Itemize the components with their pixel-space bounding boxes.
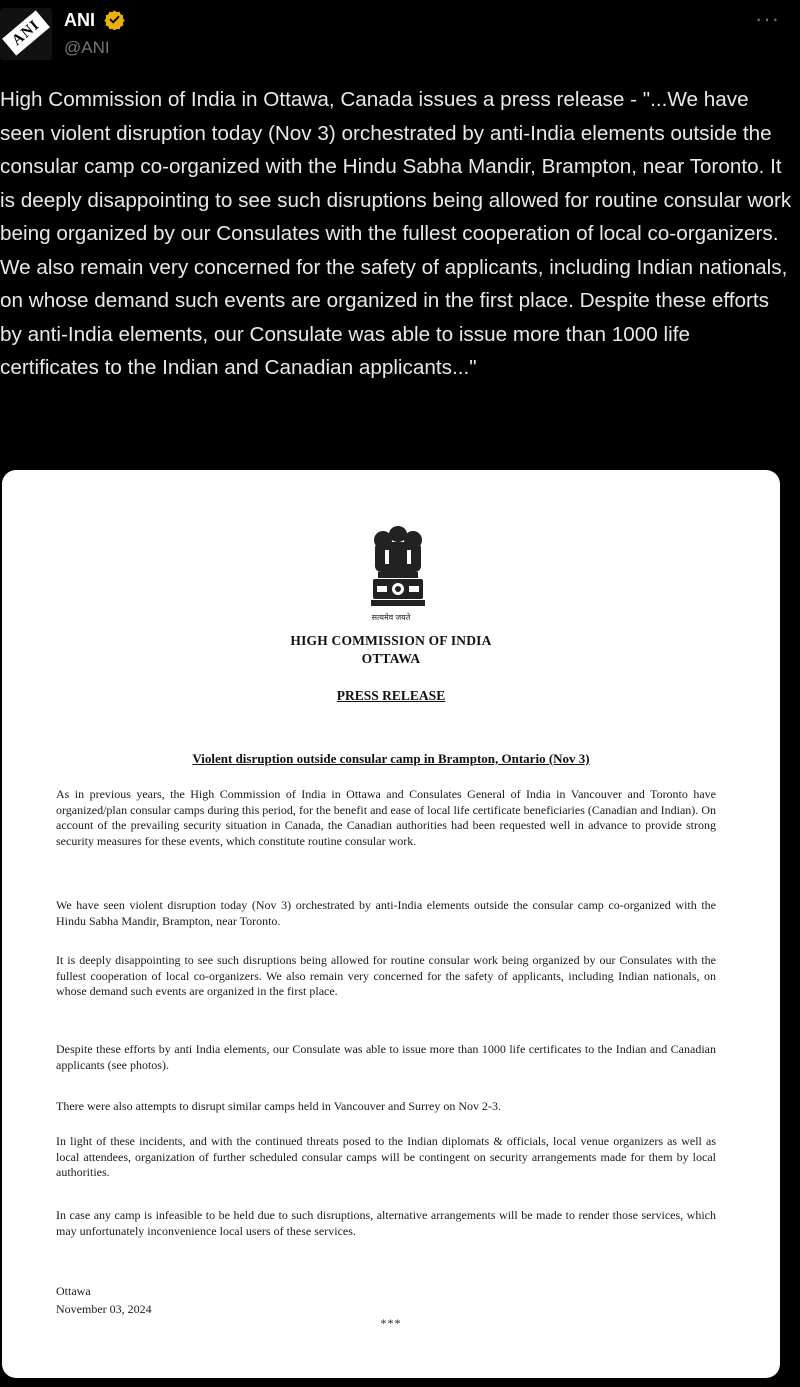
sign-place: Ottawa — [56, 1284, 91, 1298]
paragraph: In case any camp is infeasible to be held due to such disruptions, alternative arrangements will be made to render those services, which may unfortunately inconvenience local users of these services. — [56, 1208, 716, 1238]
more-dots-icon[interactable]: ··· — [755, 6, 780, 31]
paragraph: There were also attempts to disrupt similar camps held in Vancouver and Surrey on Nov 2-3. — [56, 1099, 502, 1113]
org-name: HIGH COMMISSION OF INDIA — [290, 633, 492, 648]
tweet-header — [0, 0, 800, 80]
paragraph: As in previous years, the High Commission of India in Ottawa and Consulates General of India in Vancouver and Toronto have organized/plan consular camps during this period, for the benefit and ease of local life certificate beneficiaries (Canadian and Indian). On account of the prevailing security situation in Canada, the Canadian authorities had been requested well in advance to provide strong security measures for these events, which constitute routine consular work. — [56, 787, 716, 848]
paragraph: In light of these incidents, and with the continued threats posed to the Indian diplomats & officials, local venue organizers as well as local attendees, organization of further scheduled consular camps will be contingent on security arrangements made for them by local authorities. — [56, 1134, 716, 1180]
account-handle[interactable]: @ANI — [64, 38, 110, 57]
paragraph: We have seen violent disruption today (Nov 3) orchestrated by anti-India elements outside the consular camp co-organized with the Hindu Sabha Mandir, Brampton, near Toronto. — [56, 898, 716, 928]
press-release-headline: Violent disruption outside consular camp in Brampton, Ontario (Nov 3) — [192, 751, 590, 766]
paragraph: Despite these efforts by anti India elements, our Consulate was able to issue more than 1000 life certificates to the Indian and Canadian applicants (see photos). — [56, 1042, 716, 1072]
ani-logo: ANI — [2, 10, 50, 55]
avatar[interactable] — [0, 8, 52, 60]
emblem-motto: सत्यमेव जयते — [371, 613, 411, 622]
end-mark: *** — [380, 1316, 402, 1330]
tweet-text: High Commission of India in Ottawa, Canada issues a press release - "...We have seen violent disruption today (Nov 3) orchestrated by anti-India elements outside the consular camp co-organized with the Hindu Sabha Mandir, Brampton, near Toronto. It is deeply disappointing to see such disruptions being allowed for routine consular work being organized by our Consulates with the fullest cooperation of local co-organizers. We also remain very concerned for the safety of applicants, including Indian nationals, on whose demand such events are organized in the first place. Despite these efforts by anti-India elements, our Consulate was able to issue more than 1000 life certificates to the Indian and Canadian applicants..." — [0, 88, 792, 379]
org-city: OTTAWA — [361, 651, 421, 666]
press-release-image[interactable] — [2, 470, 780, 1378]
account-name[interactable]: ANI — [64, 10, 95, 30]
verified-badge-icon — [104, 9, 125, 30]
sign-date: November 03, 2024 — [56, 1302, 152, 1316]
org-title — [2, 632, 780, 668]
press-release-label: PRESS RELEASE — [336, 688, 446, 703]
paragraph: It is deeply disappointing to see such disruptions being allowed for routine consular work being organized by our Consulates with the fullest cooperation of local co-organizers. We also remain very concerned for the safety of applicants, including Indian nationals, on whose demand such events are organized in the first place. — [56, 953, 716, 999]
